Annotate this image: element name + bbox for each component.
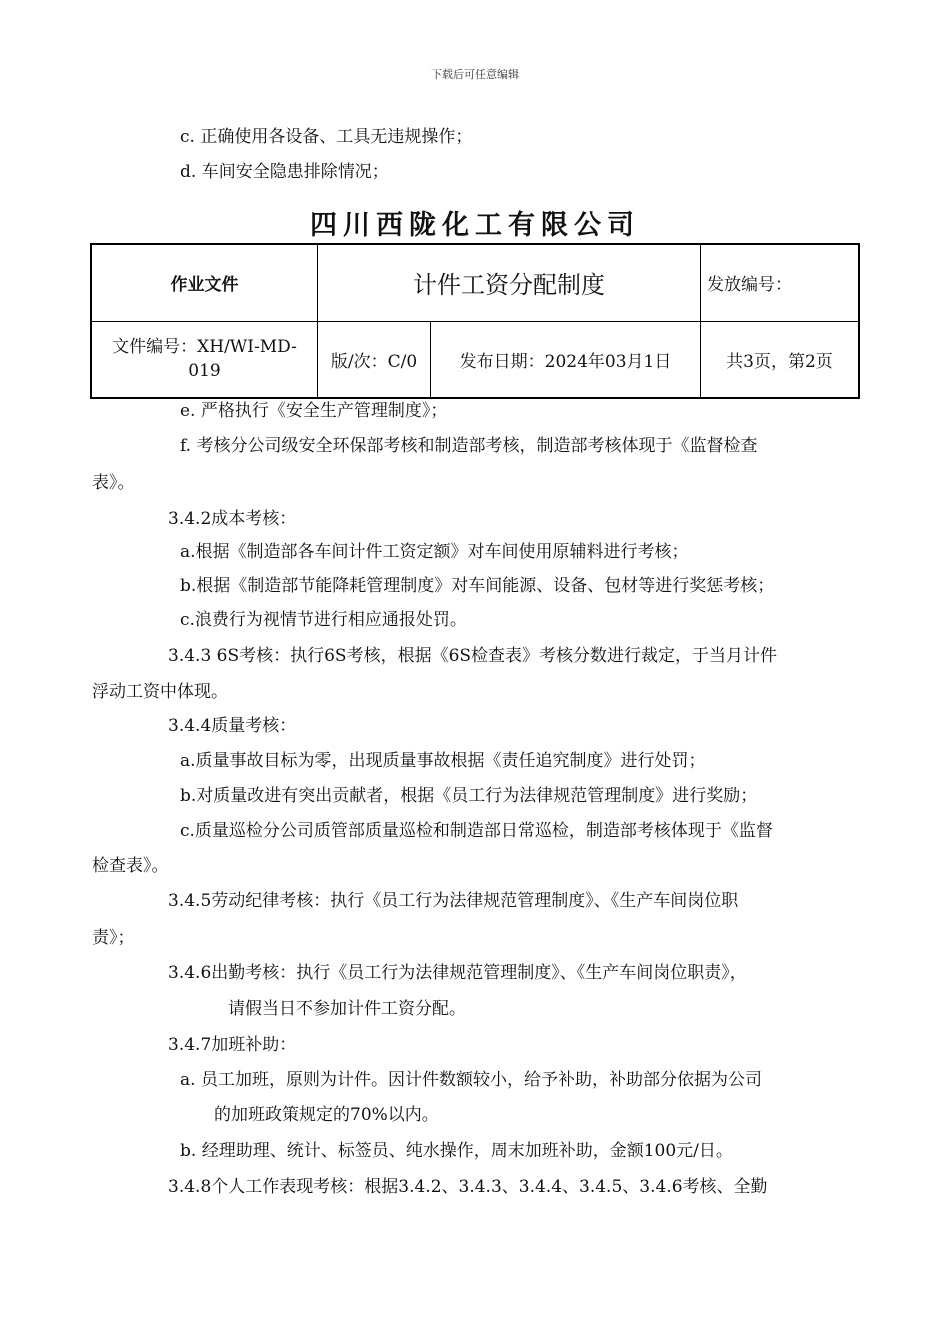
doc-title: 计件工资分配制度 [318, 244, 701, 321]
body-line: c.质量巡检分公司质管部质量巡检和制造部日常巡检，制造部考核体现于《监督 [180, 821, 773, 841]
body-line: 3.4.4质量考核： [168, 716, 297, 736]
body-line: 3.4.3 6S考核：执行6S考核，根据《6S检查表》考核分数进行裁定，于当月计件 [168, 646, 778, 666]
pre-item-c: c. 正确使用各设备、工具无违规操作； [180, 127, 473, 147]
body-line: 3.4.8个人工作表现考核：根据3.4.2、3.4.3、3.4.4、3.4.5、3.4.6考核、全勤 [168, 1177, 768, 1197]
page-header: 下载后可任意编辑 [431, 68, 519, 81]
body-line: 3.4.2成本考核： [168, 509, 297, 529]
page-count: 共3页，第2页 [701, 321, 860, 398]
body-line: c.浪费行为视情节进行相应通报处罚。 [180, 610, 467, 630]
body-line: 请假当日不参加计件工资分配。 [228, 999, 466, 1019]
pre-item-d: d. 车间安全隐患排除情况； [180, 162, 389, 182]
company-name: 四川西陇化工有限公司 [310, 210, 640, 241]
body-line: b. 经理助理、统计、标签员、纯水操作，周末加班补助，金额100元/日。 [180, 1141, 733, 1161]
body-line: f. 考核分公司级安全环保部考核和制造部考核，制造部考核体现于《监督检查 [180, 436, 758, 456]
body-line: 的加班政策规定的70%以内。 [214, 1105, 439, 1125]
body-line: b.对质量改进有突出贡献者，根据《员工行为法律规范管理制度》进行奖励； [180, 786, 758, 806]
body-line: 3.4.5劳动纪律考核：执行《员工行为法律规范管理制度》、《生产车间岗位职 [168, 891, 739, 911]
body-line: 浮动工资中体现。 [92, 682, 228, 702]
body-line: a.根据《制造部各车间计件工资定额》对车间使用原辅料进行考核； [180, 542, 689, 562]
issue-number-label: 发放编号： [701, 244, 860, 321]
file-number: 文件编号：XH/WI-MD-019 [91, 321, 318, 398]
document-header-table [90, 243, 860, 399]
version: 版/次：C/0 [318, 321, 431, 398]
body-line: 责》； [92, 928, 135, 948]
body-line: b.根据《制造部节能降耗管理制度》对车间能源、设备、包材等进行奖惩考核； [180, 576, 775, 596]
publish-date: 发布日期：2024年03月1日 [431, 321, 701, 398]
body-line: a.质量事故目标为零，出现质量事故根据《责任追究制度》进行处罚； [180, 751, 706, 771]
body-line: e. 严格执行《安全生产管理制度》； [180, 401, 448, 421]
body-line: a. 员工加班，原则为计件。因计件数额较小，给予补助，补助部分依据为公司 [180, 1070, 762, 1090]
body-line: 检查表》。 [92, 856, 169, 876]
body-line: 表》。 [92, 473, 135, 493]
body-line: 3.4.7加班补助： [168, 1035, 297, 1055]
body-line: 3.4.6出勤考核：执行《员工行为法律规范管理制度》、《生产车间岗位职责》， [168, 963, 747, 983]
doc-type: 作业文件 [91, 244, 318, 321]
